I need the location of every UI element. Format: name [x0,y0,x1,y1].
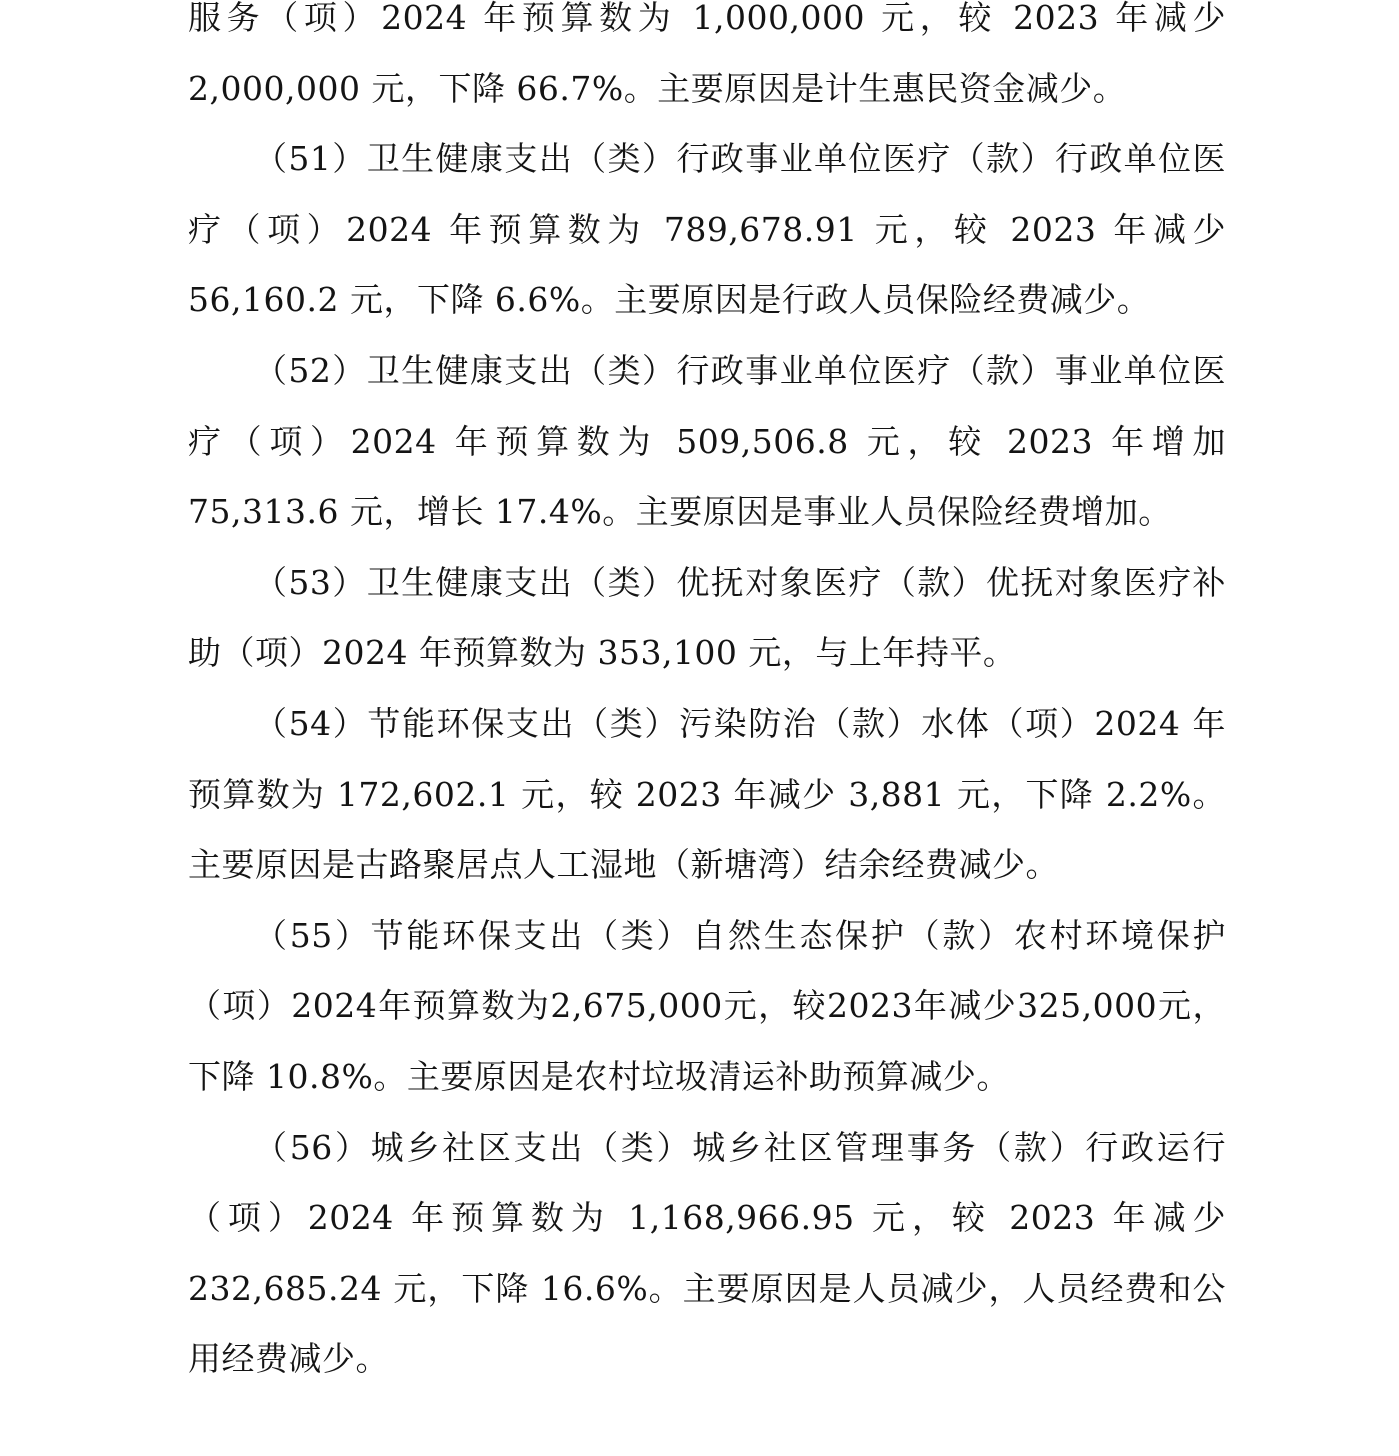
paragraph-item-53: （53）卫生健康支出（类）优抚对象医疗（款）优抚对象医疗补助（项）2024 年预算数为 353,100 元，与上年持平。 [188,562,1226,673]
document-body [188,0,1226,1395]
paragraph-item-52: （52）卫生健康支出（类）行政事业单位医疗（款）事业单位医疗（项）2024 年预算数为 509,506.8 元，较 2023 年增加 75,313.6 元，增长 17.4%。主要原因是事业人员保险经费增加。 [188,350,1226,532]
paragraph-item-51: （51）卫生健康支出（类）行政事业单位医疗（款）行政单位医疗（项）2024 年预算数为 789,678.91 元，较 2023 年减少 56,160.2 元，下降 6.6%。主要原因是行政人员保险经费减少。 [188,139,1226,320]
paragraph-item-54: （54）节能环保支出（类）污染防治（款）水体（项）2024 年预算数为 172,602.1 元，较 2023 年减少 3,881 元，下降 2.2%。主要原因是古路聚居点人工湿地（新塘湾）结余经费减少。 [188,703,1226,885]
paragraph-continuation-family-planning: 服务（项）2024 年预算数为 1,000,000 元，较 2023 年减少 2,000,000 元，下降 66.7%。主要原因是计生惠民资金减少。 [188,0,1226,108]
paragraph-item-55: （55）节能环保支出（类）自然生态保护（款）农村环境保护（项）2024年预算数为2,675,000元，较2023年减少325,000元，下降 10.8%。主要原因是农村垃圾清运补助预算减少。 [188,915,1226,1096]
paragraph-item-56: （56）城乡社区支出（类）城乡社区管理事务（款）行政运行（项）2024 年预算数为 1,168,966.95 元，较 2023 年减少 232,685.24 元，下降 16.6%。主要原因是人员减少，人员经费和公用经费减少。 [188,1127,1226,1379]
